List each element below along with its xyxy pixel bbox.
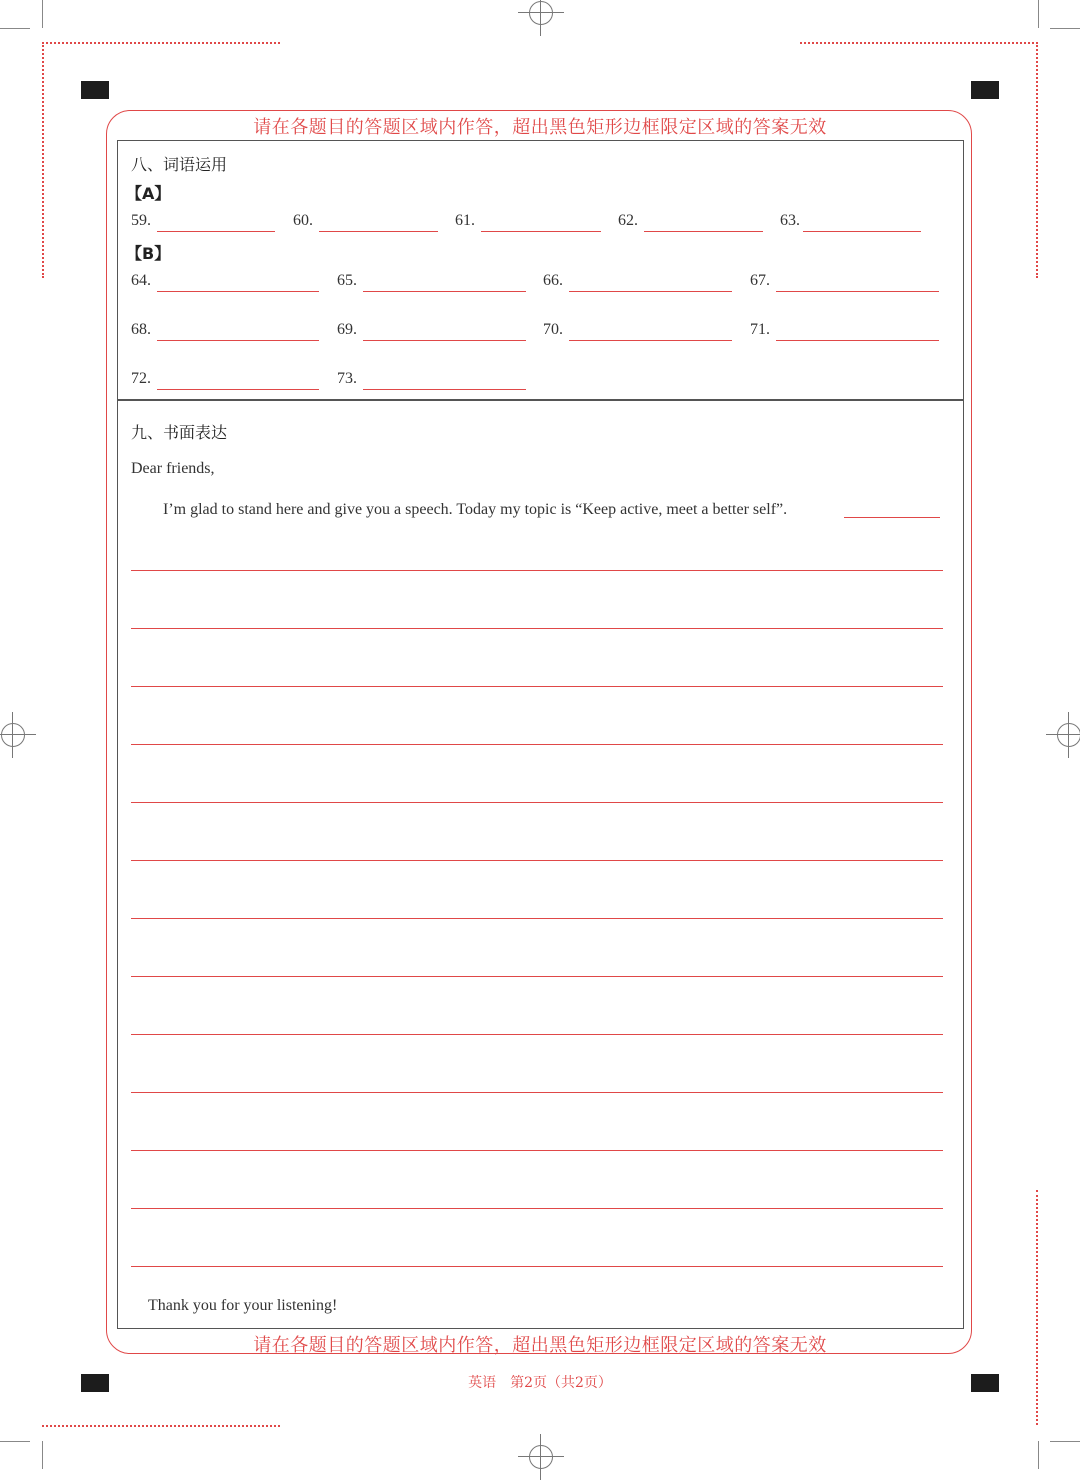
registration-mark-icon — [1, 723, 25, 747]
question-number: 70. — [543, 321, 563, 338]
answer-line — [157, 291, 319, 292]
registration-mark-icon — [529, 1, 553, 25]
writing-line[interactable] — [131, 1092, 943, 1093]
crop-mark — [1038, 1441, 1039, 1469]
writing-line[interactable] — [131, 802, 943, 803]
trim-guide — [42, 42, 280, 44]
writing-line[interactable] — [131, 570, 943, 571]
answer-line — [363, 340, 526, 341]
footer-warning: 请在各题目的答题区域内作答，超出黑色矩形边框限定区域的答案无效 — [253, 1335, 827, 1356]
positioning-mark — [971, 81, 999, 99]
crop-mark — [42, 0, 43, 28]
answer-line — [481, 231, 601, 232]
answer-blank-68[interactable] — [131, 321, 319, 341]
answer-blank-59[interactable] — [131, 212, 275, 232]
answer-blank-69[interactable] — [337, 321, 526, 341]
answer-blank-63[interactable] — [780, 212, 921, 232]
question-number: 66. — [543, 272, 563, 289]
header-warning: 请在各题目的答题区域内作答，超出黑色矩形边框限定区域的答案无效 — [253, 117, 827, 138]
question-number: 72. — [131, 370, 151, 387]
closing-sentence: Thank you for your listening! — [148, 1297, 338, 1314]
answer-blank-61[interactable] — [455, 212, 601, 232]
answer-blank-60[interactable] — [293, 212, 438, 232]
answer-blank-64[interactable] — [131, 272, 319, 292]
answer-blank-71[interactable] — [750, 321, 939, 341]
writing-line[interactable] — [131, 744, 943, 745]
greeting: Dear friends, — [131, 460, 215, 477]
answer-blank-72[interactable] — [131, 370, 319, 390]
positioning-mark — [81, 81, 109, 99]
trim-guide — [42, 1425, 280, 1427]
part-b-label: 【B】 — [126, 244, 171, 263]
section-8-title: 八、词语运用 — [131, 155, 228, 174]
writing-line[interactable] — [131, 976, 943, 977]
question-number: 61. — [455, 212, 475, 229]
crop-mark — [42, 1441, 43, 1469]
question-number: 67. — [750, 272, 770, 289]
crop-mark — [0, 1441, 30, 1442]
trim-guide — [1036, 42, 1038, 278]
writing-line[interactable] — [131, 1266, 943, 1267]
question-number: 73. — [337, 370, 357, 387]
answer-line — [776, 340, 939, 341]
part-a-label: 【A】 — [126, 184, 171, 203]
answer-blank-73[interactable] — [337, 370, 526, 390]
answer-blank-62[interactable] — [618, 212, 763, 232]
answer-line — [363, 389, 526, 390]
writing-line[interactable] — [131, 918, 943, 919]
trim-guide — [800, 42, 1038, 44]
trim-guide — [42, 42, 44, 278]
crop-mark — [1050, 28, 1080, 29]
crop-mark — [0, 28, 30, 29]
question-number: 65. — [337, 272, 357, 289]
answer-line — [644, 231, 763, 232]
answer-line — [157, 389, 319, 390]
writing-line[interactable] — [131, 860, 943, 861]
section-9-title: 九、书面表达 — [131, 423, 228, 442]
writing-line[interactable] — [131, 686, 943, 687]
answer-line — [157, 340, 319, 341]
registration-mark-icon — [529, 1445, 553, 1469]
crop-mark — [1038, 0, 1039, 28]
answer-line — [803, 231, 921, 232]
crop-mark — [1050, 1441, 1080, 1442]
question-number: 64. — [131, 272, 151, 289]
registration-mark-icon — [1057, 723, 1080, 747]
writing-line[interactable] — [131, 628, 943, 629]
question-number: 68. — [131, 321, 151, 338]
answer-line — [569, 340, 732, 341]
answer-line — [157, 231, 275, 232]
question-number: 69. — [337, 321, 357, 338]
question-number: 59. — [131, 212, 151, 229]
answer-blank-70[interactable] — [543, 321, 732, 341]
answer-line — [776, 291, 939, 292]
writing-line[interactable] — [131, 1034, 943, 1035]
answer-line — [569, 291, 732, 292]
writing-line[interactable] — [844, 517, 940, 518]
answer-blank-67[interactable] — [750, 272, 939, 292]
question-number: 62. — [618, 212, 638, 229]
writing-line[interactable] — [131, 1208, 943, 1209]
section-divider — [117, 399, 964, 401]
opening-sentence: I’m glad to stand here and give you a speech. Today my topic is “Keep active, meet a better self”. — [163, 501, 788, 518]
question-number: 71. — [750, 321, 770, 338]
answer-line — [319, 231, 438, 232]
page-footer: 英语 第2页（共2页） — [468, 1375, 612, 1391]
answer-line — [363, 291, 526, 292]
answer-blank-65[interactable] — [337, 272, 526, 292]
question-number: 63. — [780, 212, 800, 229]
writing-line[interactable] — [131, 1150, 943, 1151]
question-number: 60. — [293, 212, 313, 229]
answer-blank-66[interactable] — [543, 272, 732, 292]
